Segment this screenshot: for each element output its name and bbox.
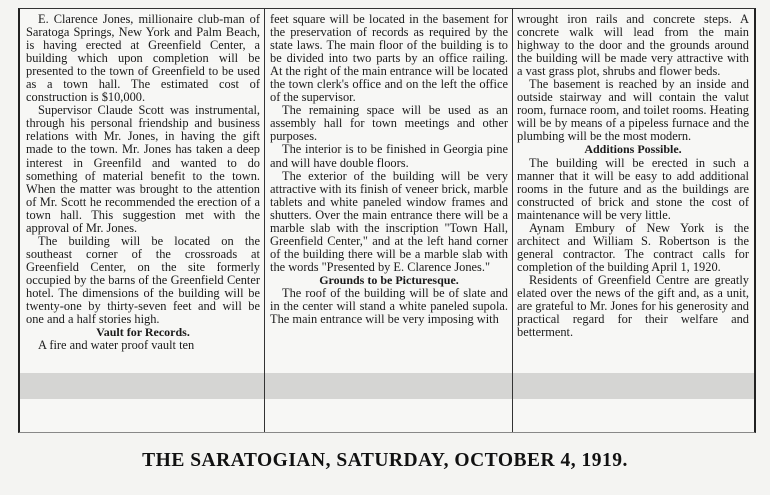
paragraph: The remaining space will be used as an assembly hall for town meetings and other purposes. bbox=[270, 103, 508, 144]
paragraph: The basement is reached by an inside and outside stairway and will contain the valut room, furnace room, and toilet rooms. Heating will be by means of a pipeless furnace and the plumbing will be the most modern. bbox=[517, 77, 749, 144]
paragraph: A fire and water proof vault ten bbox=[38, 338, 195, 353]
column-rule bbox=[512, 9, 513, 432]
column-3 bbox=[517, 13, 749, 432]
paragraph: wrought iron rails and concrete steps. A concrete walk will lead from the main highway to the door and the grounds around the building will be made very attractive with a vast grass plot, shrubs and flower beds. bbox=[517, 13, 749, 79]
paragraph: E. Clarence Jones, millionaire club-man of Saratoga Springs, New York and Palm Beach, is having erected at Greenfield Center, a building which upon completion will be presented to the town of Greenfield to be used as a town hall. The estimated cost of construction is $10,000. bbox=[26, 13, 260, 105]
subheading-grounds: Grounds to be Picturesque. bbox=[319, 272, 459, 287]
paragraph: Residents of Greenfield Centre are greatly elated over the news of the gift and, as a unit, are grateful to Mr. Jones for his generosity and practical regard for their welfare and betterment. bbox=[517, 272, 749, 340]
column-1 bbox=[26, 13, 260, 432]
paragraph: feet square will be located in the basement for the preservation of records as required by the state laws. The main floor of the building is to be divided into two parts by an office railing. At the right of the main entrance will be located the town clerk's office and on the left the office of the supervisor. bbox=[270, 13, 508, 105]
newspaper-clipping bbox=[18, 8, 756, 433]
column-rule bbox=[264, 9, 265, 432]
column-2 bbox=[270, 13, 508, 432]
subheading-vault: Vault for Records. bbox=[96, 325, 190, 340]
paragraph: The building will be located on the southeast corner of the crossroads at Greenfield Center, on the site formerly occupied by the barns of the Greenfield Center hotel. The dimensions of the building will be twenty-one by thirty-seven feet and will be one and a half stories high. bbox=[26, 233, 260, 327]
paragraph: The building will be erected in such a manner that it will be easy to add additional rooms in the future and as the buildings are constructed of brick and stone the cost of maintenance will be very little. bbox=[517, 155, 749, 222]
subheading-additions: Additions Possible. bbox=[584, 142, 682, 157]
paragraph: The exterior of the building will be very attractive with its finish of veneer brick, marble tablets and white paneled window frames and shutters. Over the main entrance there will be a marble slab with the inscription "Town Hall, Greenfield Center," and at the left hand corner of the building there will be a marble slab with the words "Presented by E. Clarence Jones." bbox=[270, 168, 508, 274]
paragraph: Supervisor Claude Scott was instrumental, through his personal friendship and business relations with Mr. Jones, in having the gift made to the town. Mr. Jones has taken a deep interest in Greenfild and wanted to do something of material benefit to the town. When the matter was brought to the attention of Mr. Scott he recommended the erection of a town hall. This suggestion met with the approval of Mr. Jones. bbox=[26, 103, 260, 235]
newspaper-masthead: THE SARATOGIAN, SATURDAY, OCTOBER 4, 1919. bbox=[142, 450, 628, 471]
paragraph: Aynam Embury of New York is the architect and William S. Robertson is the general contractor. The contract calls for completion of the building April 1, 1920. bbox=[517, 220, 749, 274]
paragraph: The interior is to be finished in Georgia pine and will have double floors. bbox=[270, 142, 508, 170]
paragraph: The roof of the building will be of slate and in the center will stand a white paneled supola. The main entrance will be very imposing with bbox=[270, 285, 508, 327]
